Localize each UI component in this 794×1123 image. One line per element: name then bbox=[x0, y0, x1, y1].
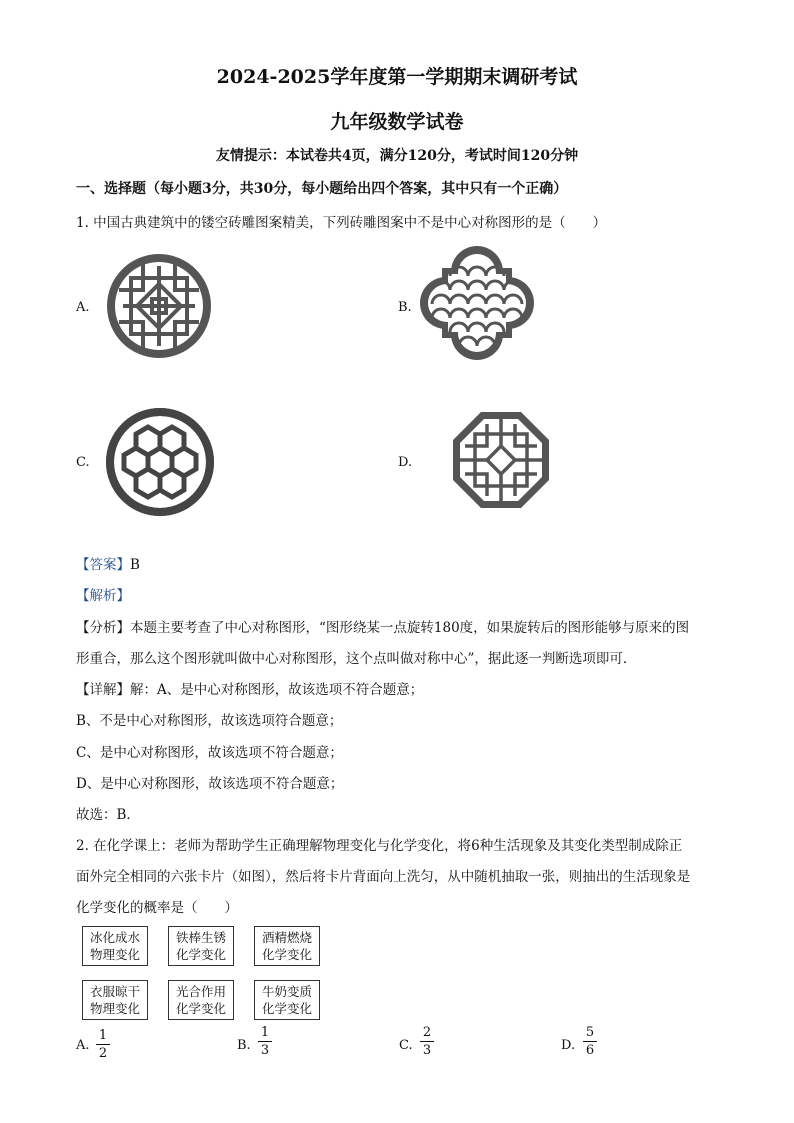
round-hexagon-pattern-window-icon bbox=[104, 406, 216, 522]
denominator: 3 bbox=[422, 1043, 432, 1058]
q2-option-c-fraction bbox=[420, 1025, 434, 1058]
q1-analysis-tag: 【解析】 bbox=[76, 588, 130, 604]
card-text-top: 牛奶变质 bbox=[261, 984, 312, 999]
round-lattice-window-icon bbox=[103, 250, 215, 366]
q1-conclusion: 故选：B． bbox=[76, 807, 140, 823]
card-text-top: 衣服晾干 bbox=[89, 984, 140, 999]
answer-value: B bbox=[130, 557, 140, 573]
q2-option-c-label: C. bbox=[399, 1038, 413, 1053]
q2-option-a-fraction bbox=[96, 1028, 110, 1061]
card-text-bottom: 物理变化 bbox=[89, 947, 140, 962]
answer-tag: 【答案】 bbox=[76, 557, 130, 573]
card-text-bottom: 化学变化 bbox=[175, 1001, 226, 1016]
numerator: 1 bbox=[98, 1028, 108, 1043]
denominator: 6 bbox=[585, 1043, 595, 1058]
q2-option-b-fraction bbox=[258, 1025, 272, 1058]
denominator: 3 bbox=[260, 1043, 270, 1058]
q1-option-a-label: A. bbox=[76, 300, 90, 315]
exam-subtitle: 九年级数学试卷 bbox=[330, 111, 464, 133]
section-heading: 一、选择题（每小题3分，共30分，每小题给出四个答案，其中只有一个正确） bbox=[76, 181, 568, 197]
card-ice-melting bbox=[82, 926, 148, 966]
q1-detail-line4: D、是中心对称图形，故该选项不符合题意； bbox=[76, 776, 344, 792]
card-text-top: 光合作用 bbox=[175, 984, 226, 999]
q2-option-d-fraction bbox=[583, 1025, 597, 1058]
q2-option-b-label: B. bbox=[237, 1038, 251, 1053]
q1-analysis-line1: 【分析】本题主要考查了中心对称图形，“图形绕某一点旋转180度，如果旋转后的图形能够与原来的图 bbox=[76, 620, 690, 636]
card-text-top: 酒精燃烧 bbox=[261, 930, 312, 945]
card-alcohol-burning bbox=[254, 926, 320, 966]
q1-option-b-label: B. bbox=[398, 300, 412, 315]
q1-option-c-label: C. bbox=[76, 455, 90, 470]
q1-answer bbox=[76, 553, 140, 573]
q1-detail-line3: C、是中心对称图形，故该选项不符合题意； bbox=[76, 745, 343, 761]
exam-title: 2024-2025学年度第一学期期末调研考试 bbox=[216, 66, 578, 88]
exam-tip: 友情提示：本试卷共4页，满分120分，考试时间120分钟 bbox=[215, 148, 579, 164]
q1-analysis-line2: 形重合，那么这个图形就叫做中心对称图形，这个点叫做对称中心”，据此逐一判断选项即可． bbox=[76, 651, 637, 667]
card-iron-rusting bbox=[168, 926, 234, 966]
q2-stem-line2: 面外完全相同的六张卡片（如图），然后将卡片背面向上洗匀，从中随机抽取一张，则抽出的生活现象是 bbox=[76, 869, 691, 885]
q1-option-d-label: D. bbox=[398, 455, 413, 470]
card-clothes-drying bbox=[82, 980, 148, 1020]
card-text-bottom: 化学变化 bbox=[261, 1001, 312, 1016]
card-photosynthesis bbox=[168, 980, 234, 1020]
card-text-top: 冰化成水 bbox=[89, 930, 140, 945]
q1-stem: 1. 中国古典建筑中的镂空砖雕图案精美，下列砖雕图案中不是中心对称图形的是（ ） bbox=[76, 215, 607, 231]
card-text-top: 铁棒生锈 bbox=[175, 930, 226, 945]
numerator: 5 bbox=[585, 1025, 595, 1040]
q2-stem-line3: 化学变化的概率是（ ） bbox=[76, 900, 238, 916]
denominator: 2 bbox=[98, 1046, 108, 1061]
octagon-lattice-window-icon bbox=[451, 410, 551, 514]
card-text-bottom: 化学变化 bbox=[175, 947, 226, 962]
q2-option-a-label: A. bbox=[76, 1038, 90, 1053]
card-text-bottom: 物理变化 bbox=[89, 1001, 140, 1016]
q2-stem-line1: 2. 在化学课上：老师为帮助学生正确理解物理变化与化学变化，将6种生活现象及其变化类型制成除正 bbox=[76, 838, 683, 854]
numerator: 1 bbox=[260, 1025, 270, 1040]
q1-detail-line2: B、不是中心对称图形，故该选项符合题意； bbox=[76, 713, 343, 729]
numerator: 2 bbox=[422, 1025, 432, 1040]
card-text-bottom: 化学变化 bbox=[261, 947, 312, 962]
q1-detail-line1: 【详解】解：A、是中心对称图形，故该选项不符合题意； bbox=[76, 682, 424, 698]
q2-option-d-label: D. bbox=[561, 1038, 576, 1053]
card-milk-spoiling bbox=[254, 980, 320, 1020]
quatrefoil-scale-pattern-window-icon bbox=[420, 246, 534, 364]
